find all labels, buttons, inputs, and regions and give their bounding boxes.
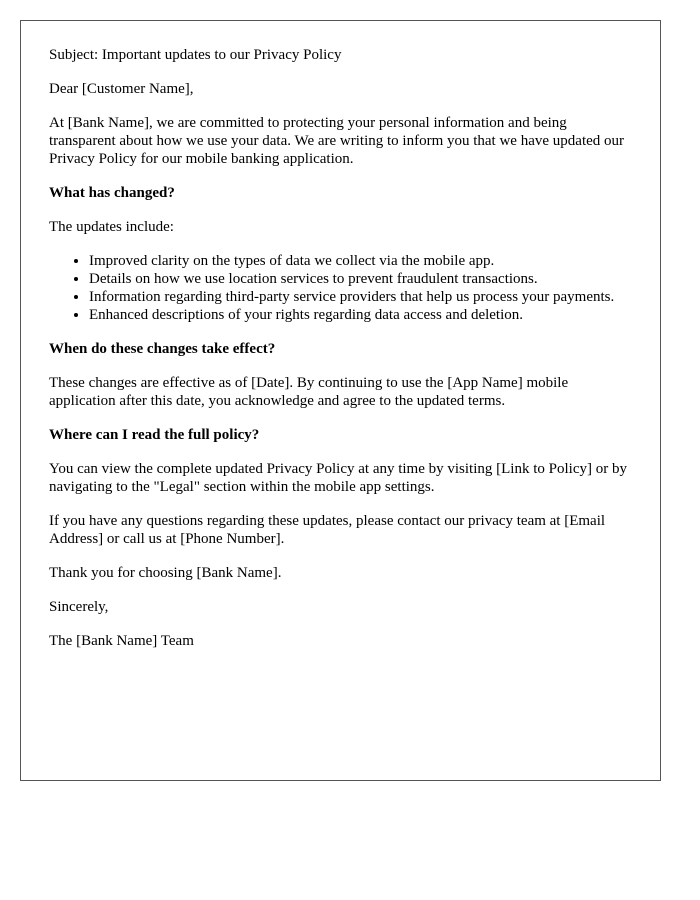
closing-line: Sincerely, [49, 599, 109, 615]
list-item: • Information regarding third-party service providers that help us process your payments. [89, 288, 632, 306]
full-policy-body: You can view the complete updated Privacy Policy at any time by visiting [Link to Policy] or by navigating to the "Legal" section within the mobile app settings. [49, 461, 627, 495]
section-heading-changes: What has changed? [49, 185, 175, 201]
letter-subject: Subject: Important updates to our Privacy Policy [49, 47, 342, 63]
letter-container [20, 20, 661, 781]
thanks-line: Thank you for choosing [Bank Name]. [49, 565, 282, 581]
effective-body: These changes are effective as of [Date]. By continuing to use the [App Name] mobile application after this date, you acknowledge and agree to the updated terms. [49, 375, 569, 409]
section-heading-full-policy: Where can I read the full policy? [49, 427, 260, 443]
contact-paragraph: If you have any questions regarding these updates, please contact our privacy team at [Email Address] or call us at [Phone Number]. [49, 513, 606, 547]
list-item: • Details on how we use location services to prevent fraudulent transactions. [89, 270, 632, 288]
section-heading-effective: When do these changes take effect? [49, 341, 276, 357]
updates-lead: The updates include: [49, 219, 174, 235]
list-item: • Improved clarity on the types of data we collect via the mobile app. [89, 252, 632, 270]
letter-greeting: Dear [Customer Name], [49, 81, 194, 97]
signature-line: The [Bank Name] Team [49, 633, 194, 649]
letter-intro: At [Bank Name], we are committed to protecting your personal information and being transparent about how we use your data. We are writing to inform you that we have updated our Privacy Policy for our mobile banking application. [49, 115, 625, 167]
list-item: • Enhanced descriptions of your rights regarding data access and deletion. [89, 306, 632, 324]
updates-list [49, 252, 632, 324]
